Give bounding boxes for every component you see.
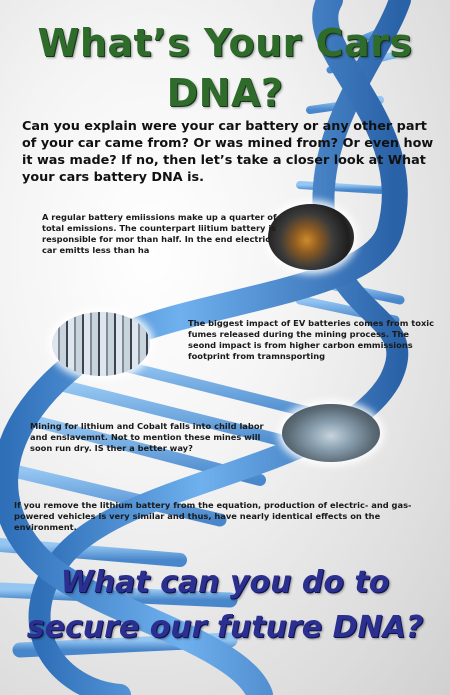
battery-cells-photo [52,312,150,376]
paragraph-production: If you remove the lithium battery from the equation, production of electric- and gas-powered vehicles is very similar and thus, have nearly identical effects on the environment. [14,500,412,532]
title-line-1: What’s Your Cars [37,21,413,65]
title-line-2: DNA? [166,71,284,115]
paragraph-emissions: A regular battery emiissions make up a quarter of total emissions. The counterpart liitium battery is responsible for mor than half. In the end electric car emitts less than ha [42,212,277,255]
mine-photo [282,404,380,462]
call-to-action-line-2: secure our future DNA? [26,610,424,645]
paragraph-mining: Mining for lithium and Cobalt falls into child labor and enslavemnt. Not to mention these mines will soon run dry. IS ther a better way? [30,421,264,453]
paragraph-ev-impact: The biggest impact of EV batteries comes from toxic fumes released during the mining process. The seond impact is from higher carbon emmissions footprint from tramnsporting [188,318,435,361]
call-to-action-line-1: What can you do to [60,565,390,600]
intro-text: Can you explain were your car battery or any other part of your car came from? Or was mined from? Or even how it was made? If no, then let’s take a closer look at What your cars battery DNA is. [22,119,434,185]
